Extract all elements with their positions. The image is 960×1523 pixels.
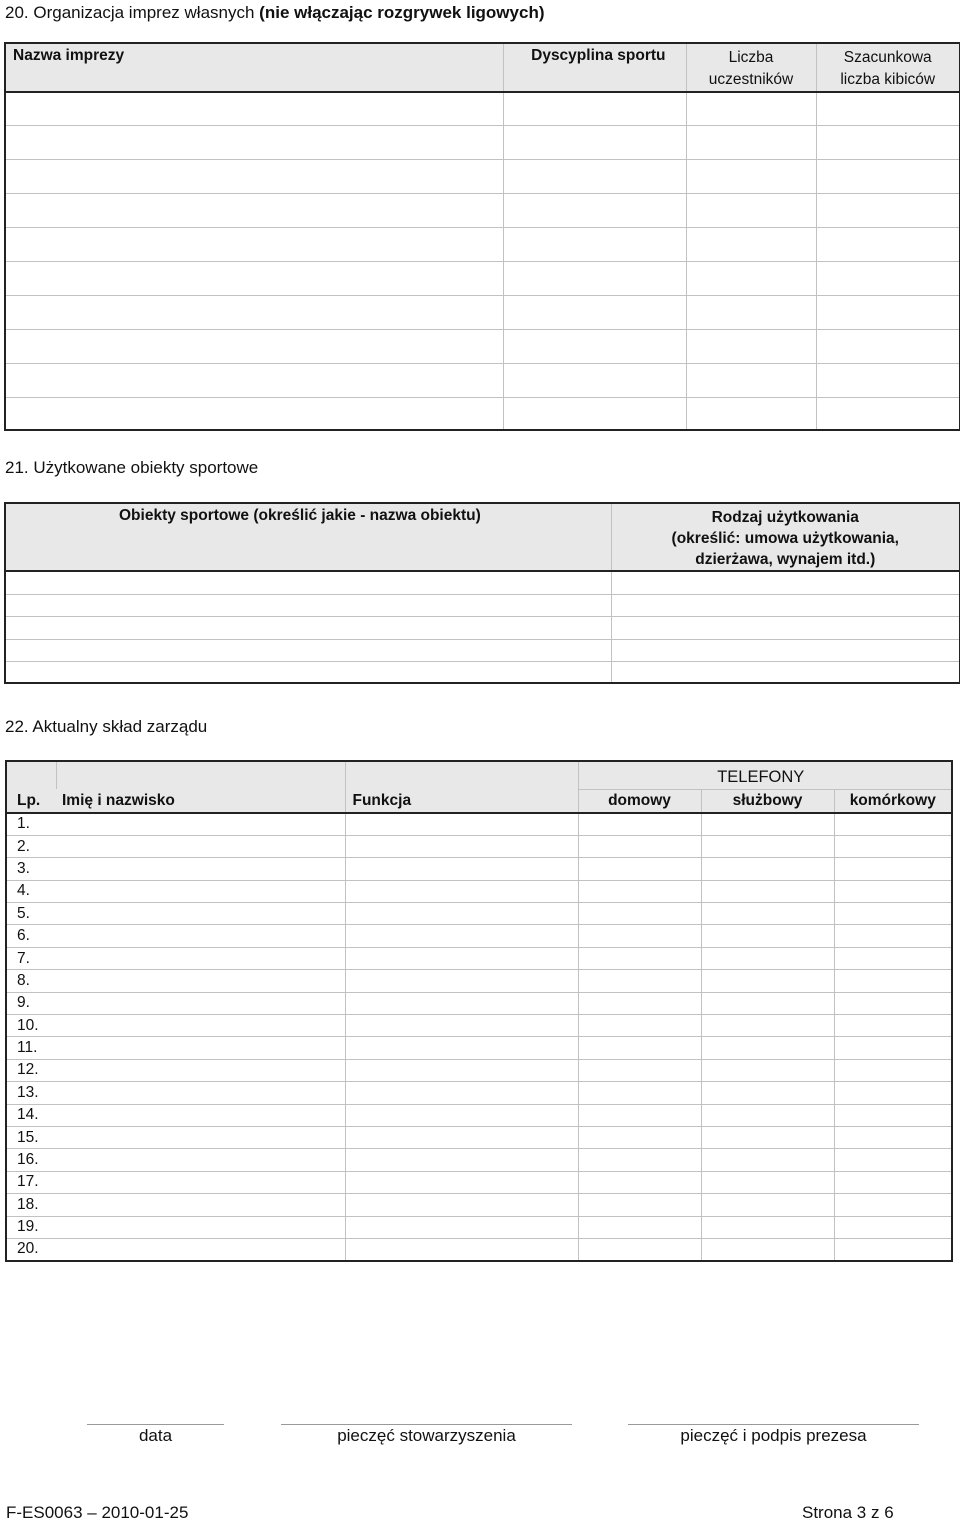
events-cell[interactable] [503, 125, 686, 159]
board-cell[interactable] [834, 1194, 952, 1216]
board-cell[interactable] [56, 1149, 345, 1171]
board-cell[interactable] [834, 947, 952, 969]
stamp-label: pieczęć stowarzyszenia [337, 1426, 516, 1445]
board-row-number: 17. [6, 1171, 56, 1193]
table-row [6, 1015, 952, 1037]
board-row-number: 3. [6, 858, 56, 880]
sport-facilities-table [4, 502, 960, 684]
board-row-number: 15. [6, 1126, 56, 1148]
board-row-number: 16. [6, 1149, 56, 1171]
table-row [6, 1216, 952, 1238]
board-rows [6, 813, 952, 1261]
events-cell[interactable] [816, 125, 960, 159]
table-row [6, 1238, 952, 1260]
board-col-function: Funkcja [345, 789, 578, 813]
board-row-number: 9. [6, 992, 56, 1014]
board-cell[interactable] [345, 970, 578, 992]
board-cell[interactable] [578, 1126, 701, 1148]
events-cell[interactable] [5, 159, 503, 193]
board-row-number: 6. [6, 925, 56, 947]
events-cell[interactable] [686, 363, 816, 397]
board-members-table [5, 760, 953, 1262]
board-cell[interactable] [701, 1216, 834, 1238]
board-cell[interactable] [701, 858, 834, 880]
president-signature-line [628, 1424, 919, 1425]
table-row [5, 639, 960, 661]
facilities-cell[interactable] [5, 594, 611, 616]
board-cell[interactable] [56, 970, 345, 992]
table-row [5, 92, 960, 125]
board-cell[interactable] [345, 813, 578, 835]
board-cell[interactable] [56, 992, 345, 1014]
board-row-number: 18. [6, 1194, 56, 1216]
board-cell[interactable] [834, 1059, 952, 1081]
board-cell[interactable] [345, 903, 578, 925]
events-cell[interactable] [686, 92, 816, 125]
board-row-number: 5. [6, 903, 56, 925]
board-cell[interactable] [701, 925, 834, 947]
events-cell[interactable] [816, 397, 960, 430]
board-cell[interactable] [701, 970, 834, 992]
events-cell[interactable] [503, 295, 686, 329]
board-cell[interactable] [56, 1037, 345, 1059]
board-cell[interactable] [345, 880, 578, 902]
events-cell[interactable] [503, 261, 686, 295]
board-cell[interactable] [578, 947, 701, 969]
board-cell[interactable] [834, 1126, 952, 1148]
events-col-fans [816, 43, 960, 92]
events-cell[interactable] [503, 363, 686, 397]
board-cell[interactable] [701, 1104, 834, 1126]
table-row [6, 947, 952, 969]
board-cell[interactable] [345, 1216, 578, 1238]
events-col-participants [686, 43, 816, 92]
facilities-cell[interactable] [5, 661, 611, 683]
document-id: F-ES0063 – 2010-01-25 [6, 1503, 189, 1522]
table-row [6, 858, 952, 880]
table-row [5, 261, 960, 295]
board-cell[interactable] [701, 1037, 834, 1059]
board-cell[interactable] [345, 1059, 578, 1081]
board-cell[interactable] [345, 1015, 578, 1037]
board-cell[interactable] [578, 925, 701, 947]
date-label: data [138, 1426, 173, 1445]
table-row [5, 594, 960, 616]
board-cell[interactable] [701, 1082, 834, 1104]
events-cell[interactable] [503, 193, 686, 227]
table-row [6, 1126, 952, 1148]
board-cell[interactable] [834, 925, 952, 947]
board-cell[interactable] [578, 835, 701, 857]
table-row [6, 813, 952, 835]
board-cell[interactable] [56, 1238, 345, 1260]
board-cell[interactable] [578, 1082, 701, 1104]
board-cell[interactable] [56, 903, 345, 925]
board-cell[interactable] [701, 1238, 834, 1260]
table-row [5, 295, 960, 329]
board-cell[interactable] [56, 1216, 345, 1238]
board-cell[interactable] [578, 1037, 701, 1059]
date-signature-line [87, 1424, 224, 1425]
board-cell[interactable] [834, 1037, 952, 1059]
board-cell[interactable] [701, 947, 834, 969]
board-cell[interactable] [578, 1149, 701, 1171]
table-row [6, 970, 952, 992]
events-cell[interactable] [503, 159, 686, 193]
board-col-home: domowy [578, 789, 701, 813]
table-row [5, 661, 960, 683]
board-row-number: 1. [6, 813, 56, 835]
board-cell[interactable] [834, 880, 952, 902]
board-cell[interactable] [834, 903, 952, 925]
events-col-fans-line2: liczba kibiców [840, 71, 936, 88]
events-cell[interactable] [5, 92, 503, 125]
board-cell[interactable] [701, 1059, 834, 1081]
table-row [6, 1037, 952, 1059]
board-cell[interactable] [701, 835, 834, 857]
board-col-name: Imię i nazwisko [56, 789, 345, 813]
facilities-cell[interactable] [5, 639, 611, 661]
section-22-title: 22. Aktualny skład zarządu [5, 717, 208, 736]
events-cell[interactable] [5, 363, 503, 397]
facilities-cell[interactable] [611, 594, 960, 616]
events-col-name-label: Nazwa imprezy [13, 47, 125, 64]
facilities-col-objects [5, 503, 611, 571]
events-cell[interactable] [816, 193, 960, 227]
board-cell[interactable] [578, 1238, 701, 1260]
table-row [5, 616, 960, 639]
events-cell[interactable] [816, 227, 960, 261]
events-cell[interactable] [503, 227, 686, 261]
board-cell[interactable] [345, 1037, 578, 1059]
board-header-blank [345, 761, 578, 789]
events-cell[interactable] [686, 227, 816, 261]
table-row [6, 1149, 952, 1171]
board-cell[interactable] [578, 1059, 701, 1081]
board-cell[interactable] [578, 813, 701, 835]
board-cell[interactable] [56, 925, 345, 947]
table-row [5, 125, 960, 159]
board-cell[interactable] [56, 1082, 345, 1104]
events-cell[interactable] [816, 92, 960, 125]
board-cell[interactable] [56, 947, 345, 969]
events-cell[interactable] [5, 261, 503, 295]
events-cell[interactable] [503, 397, 686, 430]
board-cell[interactable] [834, 1015, 952, 1037]
facilities-cell[interactable] [611, 571, 960, 594]
board-row-number: 13. [6, 1082, 56, 1104]
table-row [5, 159, 960, 193]
events-cell[interactable] [816, 329, 960, 363]
events-cell[interactable] [503, 329, 686, 363]
page-number: Strona 3 z 6 [802, 1503, 894, 1522]
board-cell[interactable] [834, 1216, 952, 1238]
board-cell[interactable] [56, 1059, 345, 1081]
board-cell[interactable] [345, 992, 578, 1014]
board-cell[interactable] [578, 880, 701, 902]
board-cell[interactable] [56, 1104, 345, 1126]
board-cell[interactable] [701, 1126, 834, 1148]
events-cell[interactable] [686, 261, 816, 295]
events-cell[interactable] [503, 92, 686, 125]
board-col-work: służbowy [701, 789, 834, 813]
board-cell[interactable] [701, 1171, 834, 1193]
events-cell[interactable] [686, 397, 816, 430]
board-cell[interactable] [834, 1238, 952, 1260]
board-cell[interactable] [578, 992, 701, 1014]
events-cell[interactable] [816, 261, 960, 295]
facilities-cell[interactable] [5, 571, 611, 594]
board-col-telefony-label: TELEFONY [717, 767, 805, 786]
board-cell[interactable] [345, 1194, 578, 1216]
board-cell[interactable] [578, 858, 701, 880]
board-cell[interactable] [56, 1194, 345, 1216]
table-row [6, 992, 952, 1014]
facilities-col-usage-line1: Rodzaj użytkowania [711, 509, 859, 526]
board-cell[interactable] [701, 1149, 834, 1171]
facilities-header-row [5, 503, 960, 571]
board-cell[interactable] [56, 813, 345, 835]
events-cell[interactable] [686, 295, 816, 329]
events-col-participants-line2: uczestników [708, 71, 794, 88]
table-row [5, 227, 960, 261]
board-header-blank [6, 761, 56, 789]
board-cell[interactable] [578, 903, 701, 925]
board-cell[interactable] [345, 947, 578, 969]
section-20-title-plain: 20. Organizacja imprez własnych [5, 3, 260, 22]
board-cell[interactable] [834, 992, 952, 1014]
board-cell[interactable] [701, 903, 834, 925]
president-label: pieczęć i podpis prezesa [680, 1426, 867, 1445]
table-row [6, 1104, 952, 1126]
board-cell[interactable] [578, 1216, 701, 1238]
board-cell[interactable] [345, 1149, 578, 1171]
board-cell[interactable] [56, 858, 345, 880]
board-cell[interactable] [701, 992, 834, 1014]
board-col-telefony [578, 761, 952, 789]
board-cell[interactable] [834, 858, 952, 880]
facilities-col-objects-label: Obiekty sportowe (określić jakie - nazwa obiektu) [119, 507, 481, 524]
stamp-signature-line [281, 1424, 572, 1425]
facilities-cell[interactable] [611, 661, 960, 683]
facilities-col-usage [611, 503, 960, 571]
events-col-discipline-label: Dyscyplina sportu [531, 47, 666, 64]
board-header-row [6, 789, 952, 813]
board-cell[interactable] [834, 1082, 952, 1104]
board-cell[interactable] [578, 1194, 701, 1216]
board-cell[interactable] [834, 970, 952, 992]
facilities-cell[interactable] [611, 639, 960, 661]
table-row [6, 1171, 952, 1193]
events-col-participants-line1: Liczba [728, 49, 774, 66]
board-cell[interactable] [834, 1171, 952, 1193]
table-row [6, 880, 952, 902]
table-row [5, 193, 960, 227]
section-21-title: 21. Użytkowane obiekty sportowe [5, 458, 259, 477]
events-cell[interactable] [5, 397, 503, 430]
board-header-row-top [6, 761, 952, 789]
section-20-title-bold: (nie włączając rozgrywek ligowych) [259, 3, 545, 22]
board-cell[interactable] [56, 1015, 345, 1037]
board-cell[interactable] [345, 835, 578, 857]
board-cell[interactable] [578, 1171, 701, 1193]
board-cell[interactable] [834, 835, 952, 857]
board-cell[interactable] [701, 880, 834, 902]
events-header-row [5, 43, 960, 92]
board-row-number: 14. [6, 1104, 56, 1126]
events-cell[interactable] [5, 329, 503, 363]
board-cell[interactable] [578, 1015, 701, 1037]
events-cell[interactable] [5, 227, 503, 261]
board-cell[interactable] [56, 880, 345, 902]
board-row-number: 8. [6, 970, 56, 992]
facilities-col-usage-line3: dzierżawa, wynajem itd.) [695, 551, 876, 568]
events-cell[interactable] [5, 295, 503, 329]
facilities-col-usage-line2: (określić: umowa użytkowania, [671, 530, 899, 547]
board-cell[interactable] [701, 1015, 834, 1037]
events-cell[interactable] [816, 159, 960, 193]
board-cell[interactable] [834, 813, 952, 835]
table-row [6, 1082, 952, 1104]
table-row [6, 903, 952, 925]
board-cell[interactable] [578, 970, 701, 992]
table-row [5, 329, 960, 363]
table-row [6, 1194, 952, 1216]
table-row [6, 835, 952, 857]
events-cell[interactable] [5, 125, 503, 159]
events-cell[interactable] [686, 125, 816, 159]
events-col-discipline [503, 43, 686, 92]
board-cell[interactable] [701, 813, 834, 835]
board-cell[interactable] [56, 1126, 345, 1148]
table-row [5, 397, 960, 430]
board-cell[interactable] [578, 1104, 701, 1126]
board-row-number: 2. [6, 835, 56, 857]
section-20-title [5, 3, 545, 23]
board-row-number: 10. [6, 1015, 56, 1037]
board-header-blank [56, 761, 345, 789]
table-row [6, 1059, 952, 1081]
board-cell[interactable] [56, 835, 345, 857]
events-cell[interactable] [686, 193, 816, 227]
board-row-number: 20. [6, 1238, 56, 1260]
facilities-cell[interactable] [5, 616, 611, 639]
board-row-number: 19. [6, 1216, 56, 1238]
board-col-mobile: komórkowy [834, 789, 952, 813]
events-cell[interactable] [686, 329, 816, 363]
facilities-cell[interactable] [611, 616, 960, 639]
table-row [5, 571, 960, 594]
events-table [4, 42, 960, 431]
board-cell[interactable] [345, 1126, 578, 1148]
board-cell[interactable] [834, 1104, 952, 1126]
events-cell[interactable] [816, 295, 960, 329]
board-cell[interactable] [56, 1171, 345, 1193]
board-row-number: 7. [6, 947, 56, 969]
board-cell[interactable] [345, 1171, 578, 1193]
events-cell[interactable] [5, 193, 503, 227]
board-cell[interactable] [345, 1104, 578, 1126]
events-cell[interactable] [686, 159, 816, 193]
events-col-fans-line1: Szacunkowa [843, 49, 932, 66]
board-col-lp: Lp. [6, 789, 56, 813]
board-cell[interactable] [345, 1238, 578, 1260]
board-cell[interactable] [345, 1082, 578, 1104]
table-row [5, 363, 960, 397]
board-cell[interactable] [834, 1149, 952, 1171]
board-row-number: 12. [6, 1059, 56, 1081]
board-cell[interactable] [345, 858, 578, 880]
board-cell[interactable] [701, 1194, 834, 1216]
board-row-number: 4. [6, 880, 56, 902]
events-cell[interactable] [816, 363, 960, 397]
events-col-name [5, 43, 503, 92]
board-cell[interactable] [345, 925, 578, 947]
board-row-number: 11. [6, 1037, 56, 1059]
table-row [6, 925, 952, 947]
